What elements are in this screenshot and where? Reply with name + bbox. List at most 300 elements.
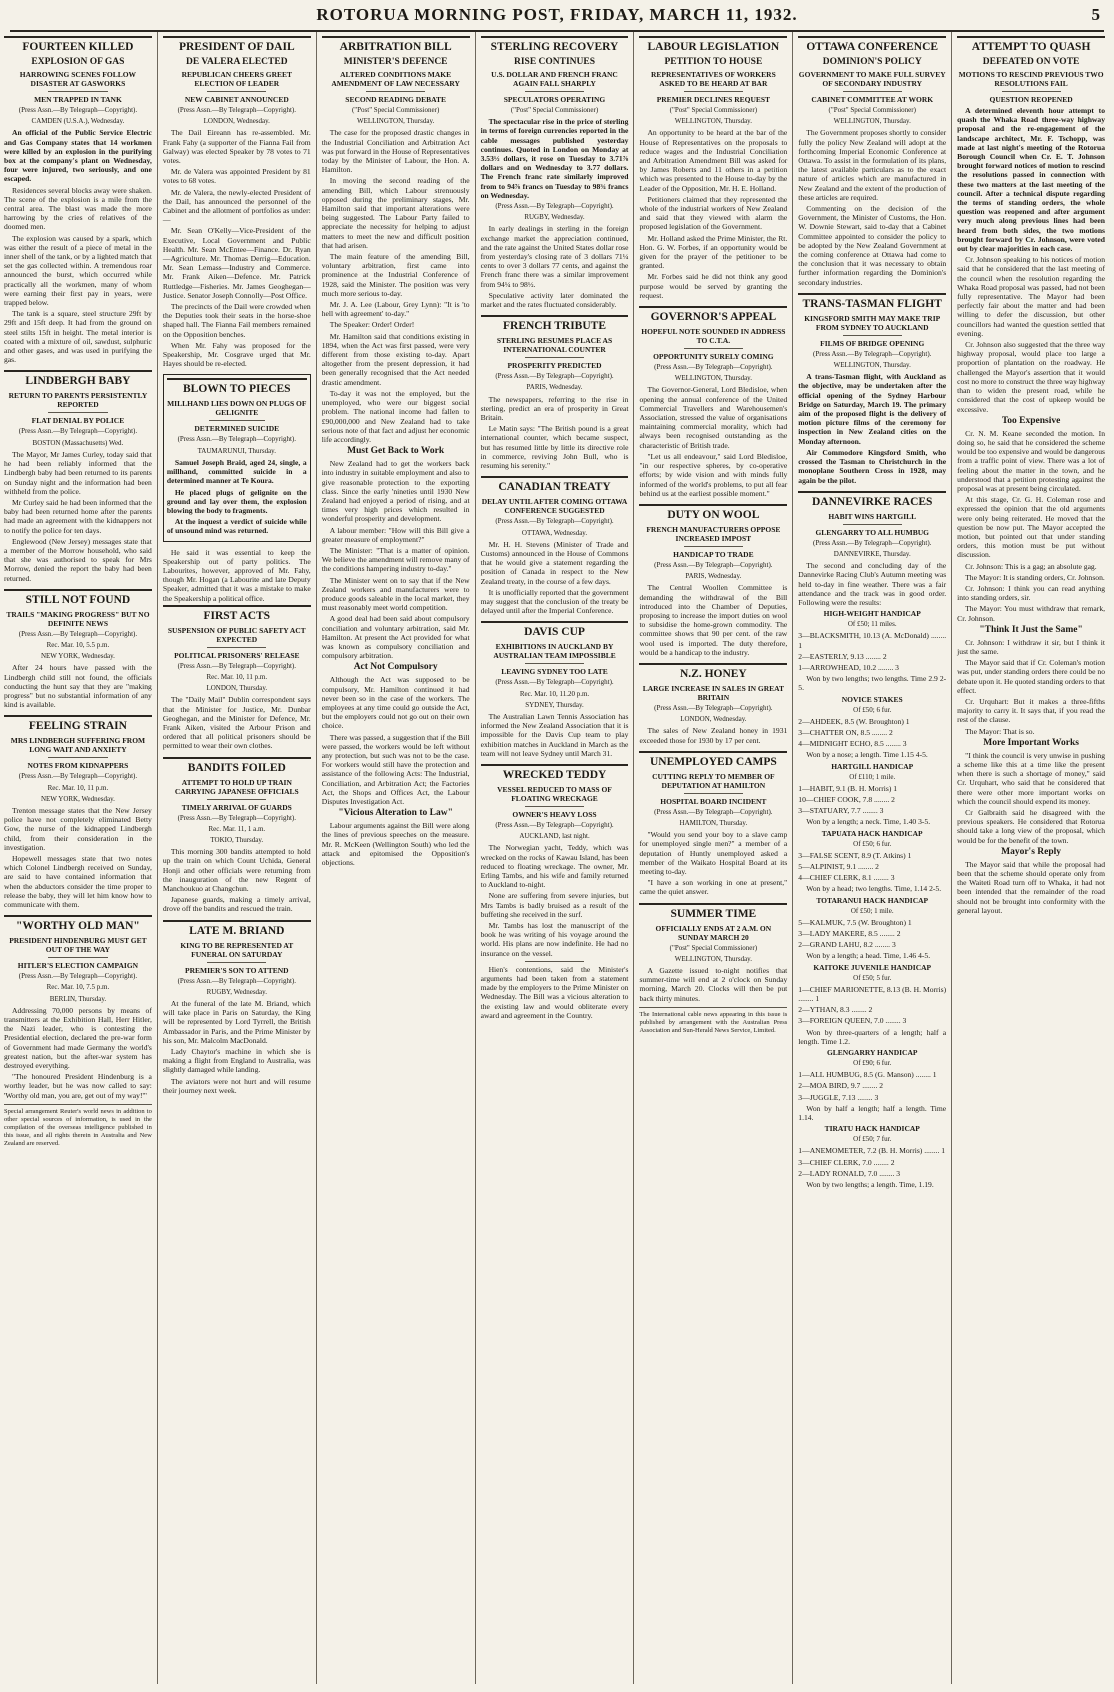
paragraph: The Minister: "That is a matter of opinion. We believe the amendment will remove many of the conditions hampering industry to-day." [321, 545, 470, 574]
race-placing: 2—GRAND LAHU, 8.2 ........ 3 [798, 940, 896, 950]
race-block [798, 1124, 946, 1189]
paragraph: Cr. Johnson: I withdraw it sir, but I think it just the same. [957, 637, 1106, 656]
subheadline: DOMINION'S POLICY [822, 57, 922, 67]
paragraph: The Minister went on to say that if the New Zealand workers and manufacturers were to produce goods saleable in the local market, they must reasonably meet world competition. [321, 575, 470, 613]
divider [843, 524, 902, 525]
paragraph: Cr. N. M. Keane seconded the motion. In doing so, he said that he considered the scheme would be too expensive and would be dangerous from a traffic point of view. There was a lot of feeling about the matter in the town, and he understood that a petition protesting against the proposal was at present being circulated. [957, 428, 1106, 493]
dateline: PARIS, Wednesday. [526, 383, 583, 392]
deck: HANDICAP TO TRADE [673, 549, 754, 559]
headline: TRANS-TASMAN FLIGHT [798, 293, 946, 311]
subheadline: DEFEATED ON VOTE [982, 57, 1080, 67]
paragraph: Englewood (New Jersey) messages state that a member of the Morrow household, who said that she was authorised to speak for Mrs Morrow, denied the report the baby had been returned. [4, 536, 152, 583]
masthead [10, 0, 1104, 32]
race-name: KAITOKE JUVENILE HANDICAP [813, 962, 932, 972]
race-block [798, 762, 946, 827]
race-note: Won by half a length; half a length. Time 1.14. [798, 1103, 947, 1123]
deck: NEW CABINET ANNOUNCED [184, 95, 289, 104]
source-line: ("Post" Special Commissioner) [828, 106, 916, 114]
race-placing: 2—EASTERLY, 9.13 ........ 2 [798, 651, 887, 661]
divider [207, 962, 266, 963]
paragraph: The Mayor: That is so. [965, 726, 1035, 736]
divider [207, 647, 266, 648]
dateline: LONDON, Wednesday. [680, 715, 747, 724]
race-note: Won by a length; a head. Time, 1.46 4-5. [806, 951, 931, 961]
divider [48, 412, 107, 413]
race-note: Won by a nose; a length. Time 1.15 4-5. [806, 750, 928, 760]
race-stake: Of £50; 1 mile. [850, 906, 894, 915]
race-note: Won by a length; a neck. Time, 1.40 3-5. [806, 817, 931, 827]
headline: DANNEVIRKE RACES [798, 491, 946, 509]
paragraph: The case for the proposed drastic changes in the Industrial Conciliation and Arbitration Act was put forward in the House of Representatives today by the Minister of Labour, the Hon. A. Hamilton. [321, 128, 470, 175]
divider [525, 91, 584, 92]
source-line: ("Post" Special Commissioner) [510, 106, 599, 114]
paragraph: Cr. Johnson also suggested that the three way highway proposal, would place too large a proportion of plantation on the roadway. He challenged the Mayor's assertion that it would cost no more to construct the three way highway than to widen the present road, while he considered that the cost of upkeep would be excessive. [957, 340, 1106, 414]
headline: LATE M. BRIAND [163, 920, 311, 938]
paragraph: Mr. de Valera, the newly-elected President of the Dail, has announced the personnel of the Cabinet and the allotment of portfolios as under:— [162, 187, 311, 225]
column-2 [158, 32, 317, 1684]
source-line: (Press Assn.—By Telegraph—Copyright). [654, 560, 773, 569]
dateline: OTTAWA, Wednesday. [521, 528, 588, 537]
race-block [798, 896, 946, 961]
divider [684, 348, 743, 349]
headline: FEELING STRAIN [4, 715, 152, 733]
story-feeling-strain [4, 715, 152, 909]
story-first-acts [163, 605, 311, 751]
race-stake: Of £50; 5 fur. [853, 973, 892, 982]
paragraph: Mr. de Valera was appointed President by 81 votes to 68 votes. [162, 167, 311, 186]
received-line: Rec. Mar. 10, 7.5 p.m. [46, 983, 110, 992]
race-stake: Of £50; 11 miles. [847, 620, 897, 629]
race-placing: 1—ALL HUMBUG, 8.5 (G. Manson) ........ 1 [798, 1070, 937, 1080]
dateline: NEW YORK, Wednesday. [40, 794, 115, 803]
divider [366, 91, 425, 92]
deck: GLENGARRY TO ALL HUMBUG [815, 527, 930, 537]
subheadline: PETITION TO HOUSE [664, 57, 763, 67]
race-placing: 2—AHDEEK, 8.5 (W. Broughton) 1 [798, 716, 910, 726]
dateline: DANNEVIRKE, Thursday. [833, 549, 911, 558]
deck: CUTTING REPLY TO MEMBER OF DEPUTATION AT HAMILTON [652, 771, 775, 790]
dateline: SYDNEY, Thursday. [525, 700, 584, 709]
headline: STERLING RECOVERY [481, 36, 629, 54]
dateline: AUCKLAND, last night. [519, 832, 590, 841]
source-line: ("Post" Special Commissioner) [669, 943, 758, 952]
source-line: (Press Assn.—By Telegraph—Copyright). [177, 435, 296, 444]
deck: LEAVING SYDNEY TOO LATE [501, 667, 608, 677]
dateline: WELLINGTON, Thursday. [674, 954, 752, 963]
source-line: ("Post" Special Commissioner) [669, 106, 758, 114]
source-line: (Press Assn.—By Telegraph—Copyright). [813, 349, 932, 358]
crosshead: Act Not Compulsory [353, 662, 438, 673]
story-still-not-found [4, 589, 152, 710]
newspaper-title: ROTORUA MORNING POST, FRIDAY, MARCH 11, 1932. [316, 5, 798, 24]
race-placing: 3—LADY MAKERE, 8.5 ........ 2 [798, 929, 901, 938]
story-labour-legislation [639, 36, 787, 300]
story-dannevirke-races [798, 491, 946, 1190]
paragraph: The tank is a square, steel structure 29ft by 29ft and 15ft deep. It had from the ground on steel stilts 15ft in height. The metal interior is coated with a mixture of oil, sawdust, sulphuric and other gases, and was used in purifying the gas. [4, 309, 152, 365]
headline: UNEMPLOYED CAMPS [639, 751, 787, 769]
paragraph: The precincts of the Dail were crowded when the Deputies took their seats in the horse-shoe shaped hall. The Fianna Fail members remained on the Opposition benches. [162, 302, 311, 339]
race-placing: 3—CHATTER ON, 8.5 ........ 2 [798, 727, 893, 737]
headline: LABOUR LEGISLATION [639, 36, 787, 54]
paragraph: Cr. Johnson: I think you can read anything into standing orders, sir. [957, 583, 1106, 603]
divider [209, 420, 265, 421]
race-placing: 2—YTHAN, 8.3 ........ 2 [798, 1005, 873, 1015]
source-line: (Press Assn.—By Telegraph—Copyright). [495, 202, 614, 211]
source-line: (Press Assn.—By Telegraph—Copyright). [495, 678, 614, 687]
paragraph: The aviators were not hurt and will resume their journey next week. [162, 1076, 311, 1095]
paragraph: The Central Woollen Committee is demanding the withdrawal of the Bill introduced into the Chamber of Deputies, proposing to increase the import duties on wool to subsidise the home-grown commodity. The committee shows that 90 per cent. of the raw wool used is imported. The duty therefore, would be a handicap to the industry. [639, 583, 788, 657]
dateline: WELLINGTON, Thursday. [833, 361, 911, 370]
divider [207, 799, 266, 800]
divider [684, 793, 743, 794]
story-wrecked-teddy [481, 764, 629, 1020]
story-blown-to-pieces [163, 374, 311, 541]
story-arbitration-bill [322, 36, 470, 867]
page-number: 5 [1091, 5, 1100, 24]
paragraph: A Gazette issued to-night notifies that summer-time will end at 2 o'clock on Sunday morning, March 20. Clocks will then be put back thirty minutes. [639, 965, 788, 1003]
dateline: RUGBY, Wednesday. [206, 987, 267, 996]
paragraph: "I think the council is very unwise in pushing a scheme like this at a time like the present when there is such a shortage of money," said Cr. Urquhart, who said that he considered that there were other more important works on which the council should expend its money. [957, 750, 1106, 806]
story-trans-tasman-flight [798, 293, 946, 485]
headline: BANDITS FOILED [163, 757, 311, 775]
source-line: (Press Assn.—By Telegraph—Copyright). [18, 427, 138, 436]
headline: FOURTEEN KILLED [4, 36, 152, 54]
paragraph: Mr. Hamilton said that conditions existing in 1894, when the Act was first passed, were very different from those existing to-day. Apart altogether from the present depression, it had been generally recognised that the Act needed drastic amendment. [321, 331, 470, 387]
headline: ARBITRATION BILL [322, 36, 470, 54]
race-block [798, 829, 946, 894]
headline: BLOWN TO PIECES [167, 378, 307, 396]
deck: EXHIBITIONS IN AUCKLAND BY AUSTRALIAN TEAM IMPOSSIBLE [493, 642, 616, 661]
deck: SUSPENSION OF PUBLIC SAFETY ACT EXPECTED [167, 625, 306, 644]
paragraph: The Mayor: It is standing orders, Cr. Johnson. [965, 572, 1105, 582]
source-line: (Press Assn.—By Telegraph—Copyright). [495, 820, 614, 829]
paragraph: "Let us all endeavour," said Lord Bledisloe, "in our respective spheres, by co-operative efforts; by wide vision and with minds fully informed of the world's problems, to put all fear behind us at the earliest possible moment." [639, 451, 788, 498]
headline: FRENCH TRIBUTE [481, 315, 629, 333]
story-summer-time [639, 903, 787, 1035]
paragraph: This morning 300 bandits attempted to hold up the train on which Count Uchida, General Honji and other officials were returning from the inauguration of the new Regent of Manchoukuo at Changchun. [162, 847, 311, 893]
divider [525, 663, 584, 664]
paragraph: Labour arguments against the Bill were along the lines of previous speeches on the measure. Mr. R. McKeen (Wellington South) who led the attack and epitomised the Opposition's objections. [321, 821, 470, 868]
dateline: WELLINGTON, Thursday. [674, 117, 752, 126]
divider [684, 546, 743, 547]
paragraph: Commenting on the decision of the Government, the Minister of Customs, the Hon. W. Downie Stewart, said to-day that a Cabinet Committee appointed to consider the policy to be adopted by the New Zealand Government at the coming conference at Ottawa had come to the conclusion that it was necessary to obtain further information regarding the Dominion's secondary industries. [798, 204, 947, 287]
race-placing: 3—FOREIGN QUEEN, 7.0 ........ 3 [798, 1016, 907, 1026]
race-placing: 3—FALSE SCENT, 8.9 (T. Atkins) 1 [798, 850, 912, 860]
paragraph: The Norwegian yacht, Teddy, which was wrecked on the rocks of Kawau Island, has been reduced to floating wreckage. The owner, Mr. Erling Tambs, and his wife and family returned to Auckland to-night. [480, 843, 629, 890]
story-duty-on-wool [639, 504, 787, 657]
paragraph: Trenton message states that the New Jersey police have not completely eliminated Betty Gow, the nurse of the kidnapped Lindbergh child, from their consideration in the investigation. [4, 805, 152, 852]
cable-notice: The International cable news appearing in this issue is published by arrangement with the Australian Press Association and Sun-Herald News Service, Limited. [639, 1007, 787, 1035]
crosshead: More Important Works [983, 737, 1079, 748]
paragraph: "The honoured President Hindenburg is a worthy leader, but he was now called to say: 'Worthy old man, you are, get out of my way!'" [4, 1072, 152, 1100]
deck: FRENCH MANUFACTURERS OPPOSE INCREASED IMPOST [646, 524, 781, 543]
source-line: (Press Assn.—By Telegraph—Copyright). [654, 807, 773, 816]
deck: PROSPERITY PREDICTED [507, 361, 602, 371]
paragraph: Air Commodore Kingsford Smith, who crossed the Tasman to Christchurch in the monoplane Southern Cross in 1928, may again be the pilot. [798, 447, 947, 485]
deck: CABINET COMMITTEE AT WORK [811, 95, 934, 104]
headline: PRESIDENT OF DAIL [163, 36, 311, 54]
paragraph: Mr Curley said he had been informed that the baby had been returned home after the parents had made an agreement with the kidnappers not to notify the police for ten days. [4, 497, 152, 535]
paragraph: Residences several blocks away were shaken. The scene of the explosion is a mile from the central area. The blast was made the more harrowing by the cries of relatives of the doomed men. [4, 185, 152, 232]
headline: STILL NOT FOUND [4, 589, 152, 607]
race-results [798, 609, 946, 1189]
source-line: ("Post" Special Commissioner) [351, 106, 440, 114]
paragraph: He placed plugs of gelignite on the ground and lay over them, the explosion blowing the body to fragments. [166, 487, 307, 515]
paragraph: The Speaker: Order! Order! [329, 320, 415, 330]
race-placing: 2—MOA BIRD, 9.7 ........ 2 [798, 1081, 884, 1091]
received-line: Rec. Mar. 10, 5.5 p.m. [46, 640, 110, 649]
paragraph: None are suffering from severe injuries, but Mrs Tambs is badly bruised as a result of the buffeting she received in the surf. [480, 891, 629, 919]
column-6 [793, 32, 952, 1684]
source-line: (Press Assn.—By Telegraph—Copyright). [495, 372, 614, 381]
race-name: GLENGARRY HANDICAP [826, 1048, 918, 1058]
race-placing: 2—LADY RONALD, 7.0 ........ 3 [798, 1168, 901, 1178]
source-line: (Press Assn.—By Telegraph—Copyright). [18, 629, 138, 638]
paragraph: Mr. J. A. Lee (Labour, Grey Lynn): "It is 'to hell with agreement' to-day." [321, 300, 470, 319]
paragraph: Addressing 70,000 persons by means of transmitters at the Exhibition Hall, Herr Hitler, the Nazi leader, who is contesting the Presidential election, declared the pre-war form of Government had made Germany the world's greatest nation, but the after-war system has destroyed everything. [4, 1005, 152, 1071]
crosshead: "Think It Just the Same" [979, 624, 1083, 635]
paragraph: Mr. Holland asked the Prime Minister, the Rt. Hon. G. W. Forbes, if an opportunity would be given for the prayer of the petitioner to be granted. [639, 233, 788, 271]
race-stake: Of £90; 6 fur. [853, 1059, 892, 1068]
subheadline: MINISTER'S DEFENCE [343, 57, 448, 67]
divider [525, 806, 584, 807]
deck: ATTEMPT TO HOLD UP TRAIN CARRYING JAPANESE OFFICIALS [174, 777, 299, 796]
source-line: (Press Assn.—By Telegraph—Copyright). [813, 538, 932, 547]
headline: DAVIS CUP [481, 621, 629, 639]
paragraph: Petitioners claimed that they represented the whole of the industrial workers of New Zealand and said that they viewed with alarm the proposed legislation of the Government. [639, 194, 788, 232]
headline: ATTEMPT TO QUASH [957, 36, 1105, 54]
deck: HOSPITAL BOARD INCIDENT [660, 796, 767, 806]
headline: DUTY ON WOOL [639, 504, 787, 522]
paragraph: "I have a son working in one at present," came the quiet answer. [639, 878, 788, 897]
source-line: (Press Assn.—By Telegraph—Copyright). [654, 363, 773, 372]
headline: N.Z. HONEY [639, 663, 787, 681]
headline: SUMMER TIME [639, 903, 787, 921]
dateline: TAUMARUNUI, Thursday. [197, 446, 276, 455]
race-name: HARTGILL HANDICAP [831, 761, 914, 771]
race-name: TIRATU HACK HANDICAP [824, 1124, 920, 1134]
reuter-notice: Special arrangement Reuter's world news in addition to other special sources of information, is used in the compilation of the overseas intelligence published in this issue, and all rights therein in Australia and New Zealand are reserved. [4, 1104, 152, 1148]
race-block [798, 609, 946, 692]
deck: MRS LINDBERGH SUFFERING FROM LONG WAIT AND ANXIETY [10, 736, 146, 755]
deck: SPECULATORS OPERATING [503, 95, 606, 104]
deck: DETERMINED SUICIDE [194, 424, 280, 434]
divider [843, 91, 902, 92]
paragraph: The newspapers, referring to the rise in sterling, predict an era of prosperity in Great Britain. [480, 394, 629, 423]
race-placing: 4—CHIEF CLERK, 8.1 ........ 3 [798, 873, 895, 883]
deck: KINGSFORD SMITH MAY MAKE TRIP FROM SYDNEY TO AUCKLAND [804, 313, 941, 332]
story-governors-appeal [639, 306, 787, 498]
dateline: WELLINGTON, Thursday. [357, 117, 435, 126]
race-placing: 5—ALPINIST, 9.1 ........ 2 [798, 861, 879, 871]
race-name: NOVICE STAKES [841, 694, 903, 704]
dateline: RUGBY, Wednesday. [524, 213, 585, 222]
race-placing: 1—HABIT, 9.1 (B. H. Morris) 1 [798, 783, 898, 793]
column-7 [952, 32, 1110, 1684]
dateline: CAMDEN (U.S.A.), Wednesday. [31, 117, 125, 126]
deck: SECOND READING DEBATE [345, 95, 446, 104]
race-block [798, 695, 946, 760]
lead-paragraph: A trans-Tasman flight, with Auckland as the objective, may be undertaken after the official opening of the Sydney Harbour Bridge on Saturday, March 19. The primary aim of the proposed flight is the delivery of motion picture films of the ceremony for inspection in New Zealand cities on the Monday afternoon. [798, 372, 947, 446]
deck: HOPEFUL NOTE SOUNDED IN ADDRESS TO C.T.A. [641, 327, 786, 346]
paragraph: Mr. Forbes said he did not think any good purpose would be served by granting the request. [639, 272, 788, 300]
cabinet-list: Mr. Sean O'Kelly—Vice-President of the Executive, Local Government and Public Health. Mr. Sean McEntee—Finance. Dr. Ryan—Agriculture. Mr. Thomas Derrig—Education. Mr. Sean Lemass—Industry and Commerce. Mr. Frank Aiken—Defence. Mr. Patrick Ruttledge—Fisheries. Mr. James Geoghegan—Justice. Senator Joseph Connolly—Post Office. [162, 226, 311, 300]
race-placing: 1—ARROWHEAD, 10.2 ........ 3 [798, 662, 899, 672]
story-sterling-recovery [481, 36, 629, 309]
received-line: Rec. Mar. 10, 11.20 p.m. [519, 689, 590, 698]
race-placing: 4—MIDNIGHT ECHO, 8.5 ........ 3 [798, 739, 907, 749]
lead-paragraph: An official of the Public Service Electric and Gas Company states that 14 workmen were killed by an explosion in the purifying box at the company's plant on Wednesday, four were injured, two seriously, and one escaped. [4, 128, 152, 184]
deck: TRAILS "MAKING PROGRESS" BUT NO DEFINITE NEWS [6, 609, 150, 628]
headline: CANADIAN TREATY [481, 476, 629, 494]
deck: REPUBLICAN CHEERS GREET ELECTION OF LEADER [181, 70, 293, 88]
subheadline: EXPLOSION OF GAS [31, 57, 125, 67]
story-french-tribute [481, 315, 629, 470]
race-placing: 3—JUGGLE, 7.13 ........ 3 [798, 1092, 879, 1102]
story-attempt-to-quash [957, 36, 1105, 915]
deck: U.S. DOLLAR AND FRENCH FRANC AGAIN FALL SHARPLY [491, 70, 618, 88]
race-placing: 10—CHIEF COOK, 7.8 ........ 2 [798, 794, 895, 804]
paragraph: Hien's contentions, said the Minister's arguments had been taken from a statement made by the employers to the Prime Minister on Wednesday. The Bill was a vicious alteration to the existing law and would obliterate every award and agreement in the Country. [480, 964, 629, 1020]
race-name: TAPUATA HACK HANDICAP [821, 828, 923, 838]
paragraph: The explosion was caused by a spark, which was either the result of a piece of metal in the inner shell of the tank, or by a lighted match that set the gas collected within. A tremendous roar announced the burst, which occurred while practically all the workmen, many of whom were earning their first pay in years, were trapped below. [4, 233, 152, 308]
divider [48, 757, 107, 758]
received-line: Rec. Mar. 10, 11 p.m. [47, 783, 109, 792]
dateline: NEW YORK, Wednesday. [40, 652, 115, 661]
divider [207, 91, 266, 92]
paragraph: A labour member: "How will this Bill give a greater measure of employment?" [321, 525, 470, 544]
dateline: HAMILTON, Thursday. [679, 818, 748, 827]
crosshead: Too Expensive [1001, 415, 1061, 426]
race-placing: 1—CHIEF MARIONETTE, 8.13 (B. H. Morris) ........ 1 [798, 984, 947, 1004]
paragraph: The Mayor said that while the proposal had been that the scheme should operate only from the Waiteti Road turn off to Whaka, it had not been intended that the remainder of the road should not be brought into conformity with the general layout. [957, 859, 1106, 915]
deck: FILMS OF BRIDGE OPENING [820, 338, 925, 348]
race-placing: 3—CHIEF CLERK, 7.0 ........ 2 [798, 1157, 895, 1167]
race-stake: Of £50; 6 fur. [853, 705, 892, 714]
divider [525, 357, 584, 358]
story-nz-honey [639, 663, 787, 745]
headline: FIRST ACTS [163, 605, 311, 623]
dateline: WELLINGTON, Thursday. [674, 374, 752, 383]
deck: OPPORTUNITY SURELY COMING [653, 352, 774, 362]
paragraph: Although the Act was supposed to be compulsory, Mr. Hamilton continued it had never been so in the case of the workers. The employees at any time could go outside the Act, but the employers could not go out on their own choice. [321, 675, 470, 731]
divider [1002, 91, 1061, 92]
column-1 [4, 32, 158, 1684]
paragraph: The Dail Eireann has re-assembled. Mr. Frank Fahy (a supporter of the Fianna Fail from Galway) was elected Speaker by 78 votes to 71 votes. [162, 128, 311, 166]
headline: GOVERNOR'S APPEAL [639, 306, 787, 324]
deck: HITLER'S ELECTION CAMPAIGN [17, 961, 139, 971]
deck: PREMIER'S SON TO ATTEND [185, 965, 289, 975]
story-davis-cup [481, 621, 629, 758]
source-line: (Press Assn.—By Telegraph—Copyright). [177, 106, 296, 114]
race-block [798, 1048, 946, 1122]
deck: MILLHAND LIES DOWN ON PLUGS OF GELIGNITE [167, 399, 307, 418]
lead-paragraph: Samuel Joseph Braid, aged 24, single, a millhand, committed suicide in a determined manner at Te Koura. [166, 457, 307, 486]
story-bandits-foiled [163, 757, 311, 914]
paragraph: At this stage, Cr. G. H. Coleman rose and expressed the opinion that the old arguments were only being reiterated. He moved that the question be now put. The Mayor accepted the motion, but pointed out that under standing orders, this motion must be put without discussion. [957, 495, 1106, 560]
deck: KING TO BE REPRESENTED AT FUNERAL ON SATURDAY [180, 940, 294, 959]
source-line: (Press Assn.—By Telegraph—Copyright). [654, 703, 773, 712]
headline: "WORTHY OLD MAN" [4, 915, 152, 933]
paragraph: It is unofficially reported that the government may suggest that the conclusion of the treaty be delayed until after the Imperial Conference. [480, 587, 629, 616]
paragraph: The Government proposes shortly to consider fully the policy New Zealand will adopt at the forthcoming Imperial Economic Conference at Ottawa. To assist in the formulation of its plans, the latest available particulars as to the exact nature of articles which are manufactured in New Zealand and the extent of the production of these articles are required. [798, 128, 947, 202]
source-line: (Press Assn.—By Telegraph—Copyright). [177, 813, 296, 822]
paragraph: The second and concluding day of the Dannevirke Racing Club's Autumn meeting was held to-day in fine weather. There was a fair attendance and the track was in good order. Following were the results: [798, 561, 947, 607]
source-line: (Press Assn.—By Telegraph—Copyright). [18, 772, 138, 781]
deck: HABIT WINS HARTGILL [828, 511, 917, 521]
paragraph: The Governor-General, Lord Bledisloe, when opening the annual conference of the United Commercial Travellers and Warehousemen's Association, stressed the value of organisations maintaining commercial morality, which had always been recognised outstanding as the characteristic of British trade. [639, 385, 788, 450]
story-worthy-old-man [4, 915, 152, 1148]
divider [525, 961, 584, 962]
deck: OWNER'S HEAVY LOSS [512, 809, 597, 819]
race-name: HIGH-WEIGHT HANDICAP [823, 609, 921, 619]
lead-paragraph: A determined eleventh hour attempt to quash the Whaka Road three-way highway proposal and the re-engagement of the landscape architect, Mr. F. Tschopp, was made at last night's meeting of the Rotorua Borough Council when Cr. E. T. Johnson brought forward notices of motion to rescind the resolutions passed in connection with these two matters at the last meeting of the council. After a technical dispute regarding the terms of standing orders, the whole question was reopened and after argument very much along previous lines had been heard from both sides, the two motions brought forward by Cr. Johnson, were voted out by clear majorities in each case. [957, 106, 1106, 254]
paragraph: Cr. Johnson speaking to his notices of motion said that he considered that the last meeting of the council when the resolution regarding the Whaka Road proposal was passed, had not been fully representative. The Mayor had been perfectly fair about the matter and had been willing to defer the discussion, but other councillors had wanted the question settled that evening. [957, 255, 1106, 338]
subheadline: RISE CONTINUES [513, 57, 596, 67]
race-placing: 3—STATUARY, 7.7 ........ 3 [798, 806, 884, 816]
source-line: (Press Assn.—By Telegraph—Copyright). [177, 661, 296, 670]
deck: FLAT DENIAL BY POLICE [31, 416, 125, 426]
race-stake: Of £50; 6 fur. [853, 839, 892, 848]
crosshead: Must Get Back to Work [347, 446, 445, 457]
paragraph: A good deal had been said about compulsory conciliation and voluntary arbitration, said Mr. Hamilton. At present the Act provided for what was known as compulsory conciliation and compulsory arbitration. [321, 614, 470, 661]
story-fourteen-killed [4, 36, 152, 364]
paragraph: Mr. Tambs has lost the manuscript of the book he was writing of his voyage around the world. His plans are now indefinite. He had no insurance on the vessel. [480, 920, 629, 958]
paragraph: At the inquest a verdict of suicide while of unsound mind was returned. [166, 517, 307, 536]
race-note: Won by three-quarters of a length; half a length. Time 1.2. [798, 1027, 947, 1046]
lead-paragraph: The spectacular rise in the price of sterling in terms of foreign currencies reported in the cable messages published yesterday continues. Quoted in London on Monday at 3.53½ dollars, it rose on Tuesday to 3.71⅞ dollars and on Wednesday to 3.77 dollars. The French franc rate similarly improved from to 94⅞ francs on Tuesday to 98¾ francs on Wednesday. [480, 117, 629, 200]
deck: OFFICIALLY ENDS AT 2 A.M. ON SUNDAY MARCH 20 [655, 923, 772, 942]
column-5 [634, 32, 793, 1684]
paragraph: An opportunity to be heard at the bar of the House of Representatives on the proposals to reduce wages and the Industrial Conciliation and Arbitration Amendment Bill was asked for by James Roberts and 11 others in a petition which was presented to the House to-day by the Leader of the Opposition, Mr. H. E. Holland. [639, 128, 788, 193]
race-note: Won by two lengths; a length. Time, 1.19. [806, 1180, 934, 1190]
race-note: Won by a head; two lengths. Time, 1.14 2-5. [806, 884, 942, 894]
column-4 [476, 32, 635, 1684]
subheadline: DE VALERA ELECTED [186, 57, 288, 67]
paragraph: Cr. Urquhart: But it makes a three-fifths majority to carry it. It says that, if you read the rest of the clause. [957, 696, 1106, 725]
story-unemployed-camps [639, 751, 787, 897]
divider [48, 91, 107, 92]
dateline: PARIS, Wednesday. [685, 572, 742, 581]
paragraph: In moving the second reading of the amending Bill, which Labour strenuously opposed during the preliminary stages, Mr. Hamilton said that important alterations were being suggested. The Labour Party failed to appreciate the necessity for helping to adjust matters to meet the new and difficult position that had arisen. [321, 176, 470, 250]
race-placing: 3—BLACKSMITH, 10.13 (A. McDonald) ........ 1 [798, 631, 947, 650]
paragraph: To-day it was not the employed, but the unemployed, who were our biggest social problem. The national income had fallen to £90,000,000 and New Zealand had to take serious note of that fact and adjust her economic life accordingly. [321, 388, 470, 444]
dateline: TOKIO, Thursday. [210, 835, 264, 844]
race-stake: Of £110; 1 mile. [849, 772, 896, 781]
paragraph: At the funeral of the late M. Briand, which will take place in Paris on Saturday, the King will be represented by Lord Tyrrell, the British Ambassador in Paris, and the Prime Minister by his son, Mr. Malcolm MacDonald. [162, 999, 311, 1045]
deck: PREMIER DECLINES REQUEST [656, 95, 771, 104]
source-line: (Press Assn.—By Telegraph—Copyright). [495, 517, 614, 526]
deck: VESSEL REDUCED TO MASS OF FLOATING WRECKAGE [497, 784, 612, 803]
deck: MOTIONS TO RESCIND PREVIOUS TWO RESOLUTIONS FAIL [958, 70, 1104, 88]
deck: STERLING RESUMES PLACE AS INTERNATIONAL COUNTER [496, 336, 613, 355]
dateline: WELLINGTON, Thursday. [833, 117, 911, 126]
paragraph: The "Daily Mail" Dublin correspondent says that the Minister for Justice, Mr. Dunbar Geoghegan, and the Minister for Defence, Mr. Frank Aiken, visited the Arbour Prison and ordered that all political prisoners should be permitted to wear their own clothes. [162, 695, 311, 751]
divider [48, 957, 107, 958]
crosshead: Mayor's Reply [1001, 846, 1062, 857]
paragraph: The Mayor, Mr James Curley, today said that he had been reliably informed that the Lindbergh baby had been returned to its parents on Sunday night and the information had been withheld from the police. [4, 449, 152, 496]
story-canadian-treaty [481, 476, 629, 615]
race-note: Won by two lengths; two lengths. Time 2.9 2-5. [798, 674, 947, 693]
story-late-m-briand [163, 920, 311, 1095]
deck: MEN TRAPPED IN TANK [34, 95, 122, 104]
dateline: LONDON, Thursday. [206, 684, 268, 693]
race-name: TOTARANUI HACK HANDICAP [816, 895, 929, 905]
story-ottawa-conference [798, 36, 946, 287]
deck: GOVERNMENT TO MAKE FULL SURVEY OF SECONDARY INDUSTRY [798, 70, 946, 88]
dateline: BERLIN, Thursday. [49, 994, 107, 1003]
story-lindbergh-baby [4, 370, 152, 582]
